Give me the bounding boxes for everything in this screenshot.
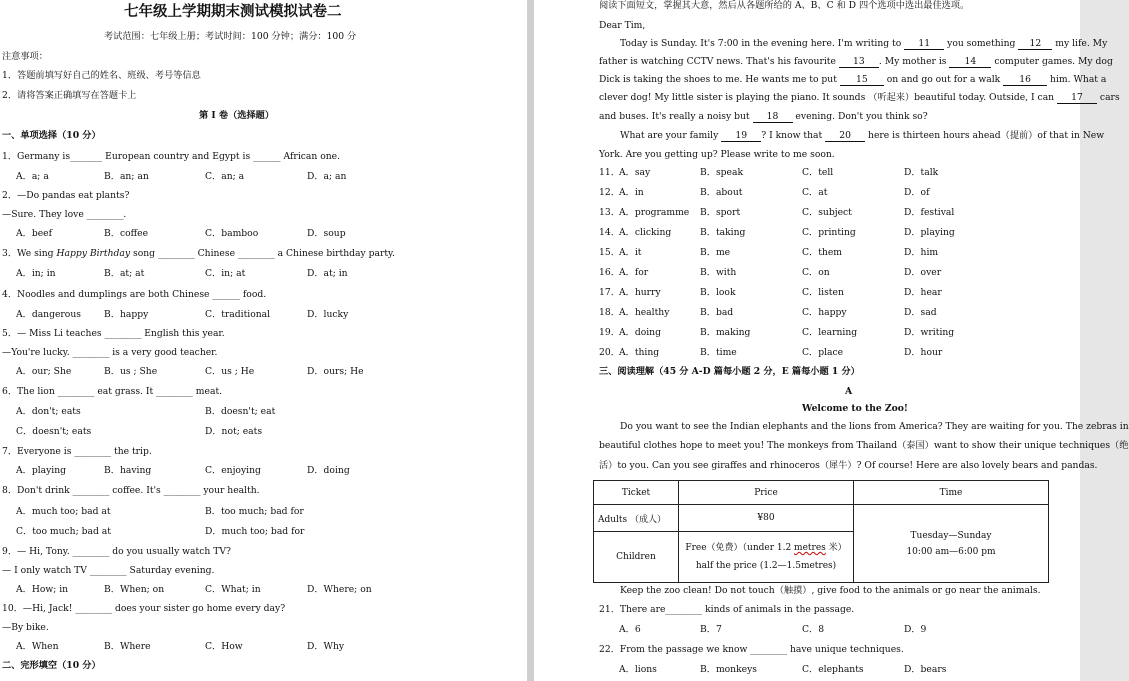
option: A．in bbox=[619, 187, 644, 198]
section-heading: 一、单项选择（10 分） bbox=[2, 130, 101, 141]
option: A．When bbox=[16, 641, 59, 652]
option: D．a; an bbox=[307, 171, 347, 182]
option: D．ours; He bbox=[307, 366, 364, 377]
option: D．sad bbox=[904, 307, 937, 318]
option: C．too much; bad at bbox=[16, 526, 111, 537]
letter-line bbox=[599, 92, 1120, 104]
option: D．festival bbox=[904, 207, 955, 218]
passage-label: A bbox=[845, 386, 853, 397]
exam-page-left bbox=[0, 0, 527, 681]
children-price-text: 米） bbox=[825, 543, 847, 553]
option: D．lucky bbox=[307, 309, 349, 320]
letter-text: father is watching CCTV news. That's his favourite bbox=[599, 56, 839, 67]
question-21: 21．There are________ kinds of animals in the passage. bbox=[599, 604, 855, 615]
option: A．clicking bbox=[619, 227, 672, 238]
letter-text: clever dog! My little sister is playing the piano. It sounds （听起来）beautiful today. Outside, I can bbox=[599, 92, 1058, 103]
option: C．bamboo bbox=[205, 228, 259, 239]
option: D．doing bbox=[307, 465, 350, 476]
children-price-text: Free（免费）（under 1.2 bbox=[685, 543, 795, 553]
notice-item: 2．请将答案正确填写在答题卡上 bbox=[2, 90, 137, 101]
letter-text: here is thirteen hours ahead（提前）of that in New bbox=[865, 130, 1105, 141]
option: B．monkeys bbox=[700, 664, 758, 675]
option: C．on bbox=[802, 267, 830, 278]
ticket-type-adults: Adults （成人） bbox=[594, 505, 679, 532]
cloze-number: 13． bbox=[599, 207, 620, 218]
table-header-price: Price bbox=[679, 481, 854, 505]
option: B．happy bbox=[104, 309, 149, 320]
option: D．over bbox=[904, 267, 942, 278]
ticket-table bbox=[593, 480, 1049, 583]
option: A．our; She bbox=[16, 366, 72, 377]
children-price-unit: metres bbox=[794, 543, 826, 553]
option: C．traditional bbox=[205, 309, 271, 320]
cloze-blank[interactable]: 17 bbox=[1057, 93, 1097, 104]
ticket-type-children: Children bbox=[594, 532, 679, 583]
cloze-blank[interactable]: 15 bbox=[840, 75, 884, 86]
passage-line: Do you want to see the Indian elephants and the lions from America? They are waiting for you. The zebras in bbox=[620, 421, 1129, 432]
option: D．playing bbox=[904, 227, 955, 238]
option: C．listen bbox=[802, 287, 844, 298]
option: B．an; an bbox=[104, 171, 149, 182]
table-header-ticket: Ticket bbox=[594, 481, 679, 505]
question-3-song-title: Happy Birthday bbox=[56, 248, 131, 259]
cloze-blank[interactable]: 18 bbox=[753, 112, 793, 123]
option: D．talk bbox=[904, 167, 939, 178]
option: D．hear bbox=[904, 287, 942, 298]
section-heading: 三、阅读理解（45 分 A-D 篇每小题 2 分，E 篇每小题 1 分） bbox=[599, 366, 860, 377]
passage-line: 活）to you. Can you see giraffes and rhinoceros（犀牛）? Of course! Here are also lovely bears and pandas. bbox=[599, 460, 1098, 471]
passage-line: beautiful clothes hope to meet you! The monkeys from Thailand（泰国）want to show their unique techniques（绝 bbox=[599, 440, 1129, 451]
letter-text: my life. My bbox=[1052, 38, 1108, 49]
letter-text: evening. Don't you think so? bbox=[792, 111, 928, 122]
table-row bbox=[594, 505, 1049, 532]
question-2-response: —Sure. They love ________. bbox=[2, 209, 127, 220]
option: D．soup bbox=[307, 228, 346, 239]
option: C．in; at bbox=[205, 268, 246, 279]
cloze-blank[interactable]: 14 bbox=[949, 57, 991, 68]
cloze-number: 18． bbox=[599, 307, 620, 318]
option: A．dangerous bbox=[16, 309, 81, 320]
option: B．us ; She bbox=[104, 366, 158, 377]
notice-heading: 注意事项： bbox=[2, 51, 48, 62]
letter-text: Today is Sunday. It's 7:00 in the evening here. I'm writing to bbox=[620, 38, 905, 49]
children-price-line bbox=[683, 539, 849, 557]
option: C．us ; He bbox=[205, 366, 255, 377]
passage-title: Welcome to the Zoo! bbox=[802, 403, 908, 414]
option: A．hurry bbox=[619, 287, 661, 298]
letter-text: . My mother is bbox=[878, 56, 950, 67]
question-6: 6．The lion ________ eat grass. It ________ meat. bbox=[2, 386, 223, 397]
option: C．tell bbox=[802, 167, 834, 178]
option: C．What; in bbox=[205, 584, 261, 595]
question-10-response: —By bike. bbox=[2, 622, 49, 633]
letter-line: York. Are you getting up? Please write to me soon. bbox=[599, 149, 835, 160]
option: D．not; eats bbox=[205, 426, 263, 437]
question-9: 9．— Hi, Tony. ________ do you usually watch TV? bbox=[2, 546, 231, 557]
question-1: 1．Germany is_______ European country and Egypt is ______ African one. bbox=[2, 151, 341, 162]
adults-price: ¥80 bbox=[679, 505, 854, 532]
cloze-number: 17． bbox=[599, 287, 620, 298]
opening-hours bbox=[854, 505, 1049, 583]
option: A．programme bbox=[619, 207, 690, 218]
exam-page-right bbox=[534, 0, 1129, 681]
option: A．6 bbox=[619, 624, 641, 635]
option: A．for bbox=[619, 267, 649, 278]
option: C．at bbox=[802, 187, 828, 198]
option: D．of bbox=[904, 187, 930, 198]
option: C．printing bbox=[802, 227, 856, 238]
option: D．hour bbox=[904, 347, 943, 358]
option: C．happy bbox=[802, 307, 847, 318]
cloze-blank[interactable]: 16 bbox=[1003, 75, 1047, 86]
question-5-response: —You're lucky. ________ is a very good teacher. bbox=[2, 347, 218, 358]
question-7: 7．Everyone is ________ the trip. bbox=[2, 446, 152, 457]
option: A．much too; bad at bbox=[16, 506, 111, 517]
letter-line bbox=[620, 38, 1107, 50]
option: B．When; on bbox=[104, 584, 165, 595]
table-header-time: Time bbox=[854, 481, 1049, 505]
cloze-number: 15． bbox=[599, 247, 620, 258]
cloze-number: 14． bbox=[599, 227, 620, 238]
letter-greeting: Dear Tim, bbox=[599, 20, 646, 31]
option: C．elephants bbox=[802, 664, 864, 675]
option: B．at; at bbox=[104, 268, 145, 279]
zoo-rules: Keep the zoo clean! Do not touch（触摸）, give food to the animals or go near the animals. bbox=[620, 585, 1041, 596]
option: A．lions bbox=[619, 664, 657, 675]
cloze-number: 16． bbox=[599, 267, 620, 278]
cloze-blank[interactable]: 19 bbox=[721, 131, 761, 142]
letter-text: him. What a bbox=[1047, 74, 1107, 85]
option: C．place bbox=[802, 347, 844, 358]
question-3-end: song ________ Chinese ________ a Chinese birthday party. bbox=[130, 248, 395, 259]
option: B．doesn't; eat bbox=[205, 406, 276, 417]
letter-line bbox=[599, 56, 1113, 68]
option: B．time bbox=[700, 347, 737, 358]
option: D．bears bbox=[904, 664, 947, 675]
volume-title: 第 I 卷（选择题） bbox=[199, 110, 275, 121]
letter-text: cars bbox=[1097, 92, 1120, 103]
option: A．don't; eats bbox=[16, 406, 81, 417]
opening-days: Tuesday—Sunday bbox=[910, 530, 992, 541]
option: B．sport bbox=[700, 207, 741, 218]
letter-line bbox=[599, 74, 1106, 86]
cloze-instruction: 阅读下面短文，掌握其大意，然后从各题所给的 A、B、C 和 D 四个选项中选出最佳选项。 bbox=[599, 0, 970, 11]
option: A．thing bbox=[619, 347, 660, 358]
question-4: 4．Noodles and dumplings are both Chinese ______ food. bbox=[2, 289, 267, 300]
children-price-line: half the price (1.2—1.5metres) bbox=[695, 561, 837, 571]
letter-text: and buses. It's really a noisy but bbox=[599, 111, 753, 122]
option: A．playing bbox=[16, 465, 67, 476]
opening-times: 10:00 am—6:00 pm bbox=[906, 546, 996, 557]
option: B．taking bbox=[700, 227, 746, 238]
option: B．with bbox=[700, 267, 737, 278]
letter-text: What are your family bbox=[620, 130, 722, 141]
question-8: 8．Don't drink ________ coffee. It's ________ your health. bbox=[2, 485, 260, 496]
option: D．9 bbox=[904, 624, 927, 635]
option: D．writing bbox=[904, 327, 955, 338]
question-22: 22．From the passage we know ________ have unique techniques. bbox=[599, 644, 904, 655]
option: C．an; a bbox=[205, 171, 245, 182]
question-3-start: 3．We sing bbox=[2, 248, 57, 259]
option: A．a; a bbox=[16, 171, 49, 182]
cloze-blank[interactable]: 12 bbox=[1018, 39, 1052, 50]
option: B．look bbox=[700, 287, 736, 298]
question-9-response: — I only watch TV ________ Saturday evening. bbox=[2, 565, 215, 576]
letter-text: Dick is taking the shoes to me. He wants me to put bbox=[599, 74, 840, 85]
letter-line bbox=[599, 111, 928, 123]
option: D．Where; on bbox=[307, 584, 372, 595]
question-2: 2．—Do pandas eat plants? bbox=[2, 190, 130, 201]
question-10: 10．—Hi, Jack! ________ does your sister go home every day? bbox=[2, 603, 286, 614]
option: C．doesn't; eats bbox=[16, 426, 92, 437]
option: D．him bbox=[904, 247, 939, 258]
question-3 bbox=[2, 248, 395, 260]
option: C．them bbox=[802, 247, 842, 258]
option: D．at; in bbox=[307, 268, 348, 279]
option: D．much too; bad for bbox=[205, 526, 305, 537]
option: C．8 bbox=[802, 624, 825, 635]
section-heading: 二、完形填空（10 分） bbox=[2, 660, 101, 671]
page-divider bbox=[527, 0, 534, 681]
option: C．enjoying bbox=[205, 465, 261, 476]
exam-scope: 考试范围：七年级上册；考试时间：100 分钟；满分：100 分 bbox=[104, 31, 357, 42]
option: B．too much; bad for bbox=[205, 506, 304, 517]
option: B．having bbox=[104, 465, 152, 476]
table-header-row bbox=[594, 481, 1049, 505]
cloze-blank[interactable]: 20 bbox=[825, 131, 865, 142]
option: B．making bbox=[700, 327, 751, 338]
option: C．How bbox=[205, 641, 243, 652]
option: A．in; in bbox=[16, 268, 56, 279]
notice-item: 1．答题前填写好自己的姓名、班级、考号等信息 bbox=[2, 70, 201, 81]
option: C．subject bbox=[802, 207, 852, 218]
option: A．beef bbox=[16, 228, 52, 239]
option: B．bad bbox=[700, 307, 734, 318]
question-5: 5．— Miss Li teaches ________ English this year. bbox=[2, 328, 225, 339]
option: A．How; in bbox=[16, 584, 69, 595]
letter-text: on and go out for a walk bbox=[883, 74, 1004, 85]
letter-text: ? I know that bbox=[761, 130, 826, 141]
cloze-number: 20． bbox=[599, 347, 620, 358]
cloze-number: 12． bbox=[599, 187, 620, 198]
option: D．Why bbox=[307, 641, 345, 652]
option: A．say bbox=[619, 167, 651, 178]
children-price bbox=[679, 532, 854, 583]
exam-title: 七年级上学期期末测试模拟试卷二 bbox=[124, 3, 342, 20]
option: B．7 bbox=[700, 624, 722, 635]
option: B．coffee bbox=[104, 228, 149, 239]
option: B．Where bbox=[104, 641, 151, 652]
option: B．about bbox=[700, 187, 743, 198]
option: B．speak bbox=[700, 167, 744, 178]
letter-line bbox=[620, 130, 1104, 142]
cloze-blank[interactable]: 13 bbox=[839, 57, 879, 68]
cloze-number: 11． bbox=[599, 167, 620, 178]
letter-text: computer games. My dog bbox=[991, 56, 1113, 67]
option: A．doing bbox=[619, 327, 661, 338]
letter-text: you something bbox=[944, 38, 1019, 49]
cloze-number: 19． bbox=[599, 327, 620, 338]
cloze-blank[interactable]: 11 bbox=[904, 39, 944, 50]
option: C．learning bbox=[802, 327, 858, 338]
option: A．it bbox=[619, 247, 642, 258]
option: B．me bbox=[700, 247, 731, 258]
option: A．healthy bbox=[619, 307, 670, 318]
